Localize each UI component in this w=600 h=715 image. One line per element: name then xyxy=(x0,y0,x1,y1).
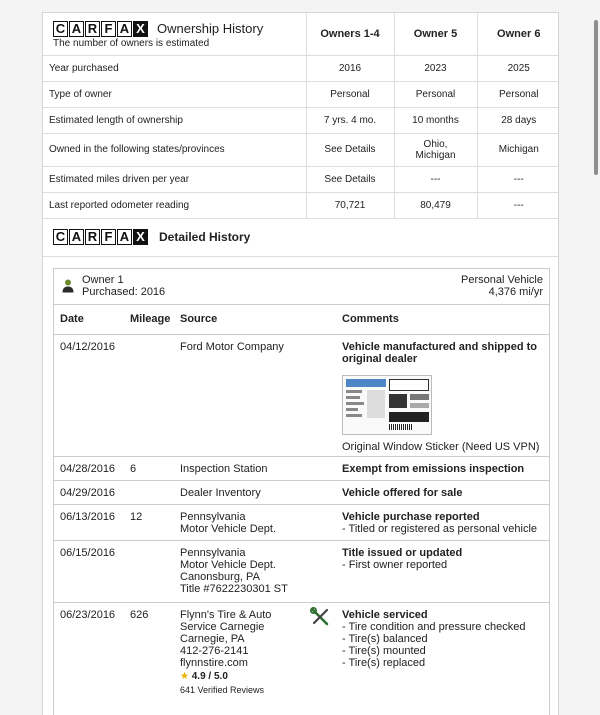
star-icon: ★ xyxy=(180,671,189,682)
see-details-link[interactable]: See Details xyxy=(306,166,394,192)
window-sticker-thumbnail[interactable] xyxy=(342,375,432,435)
history-row: 06/13/2016 12 Pennsylvania Motor Vehicle Dept. Vehicle purchase reported - Titled or registered as personal vehicle xyxy=(54,505,549,541)
row-odometer: Last reported odometer reading 70,721 80,479 --- xyxy=(43,192,559,218)
column-owner-6: Owner 6 xyxy=(477,13,559,55)
owner-purchased: Purchased: 2016 xyxy=(82,286,166,298)
row-owned-states: Owned in the following states/provinces See Details Ohio, Michigan Michigan xyxy=(43,133,559,166)
see-details-link[interactable]: See Details xyxy=(306,133,394,166)
person-icon xyxy=(62,279,74,293)
history-row: 04/28/2016 6 Inspection Station Exempt from emissions inspection xyxy=(54,457,549,481)
row-year-purchased: Year purchased 2016 2023 2025 xyxy=(43,55,559,81)
history-row: 04/12/2016 Ford Motor Company Vehicle manufactured and shipped to original dealer Original Window Sticker (Need US VPN) xyxy=(54,335,549,457)
row-length-of-ownership: Estimated length of ownership 7 yrs. 4 mo. 10 months 28 days xyxy=(43,107,559,133)
history-table-header: Date Mileage Source Comments xyxy=(54,305,549,335)
vehicle-type: Personal Vehicle xyxy=(461,274,543,286)
owner-name: Owner 1 xyxy=(82,274,124,286)
owner-1-section xyxy=(53,268,550,715)
dealer-website-link[interactable]: flynnstire.com xyxy=(180,657,248,669)
ownership-table xyxy=(43,13,559,219)
history-row: 04/29/2016 Dealer Inventory Vehicle offered for sale xyxy=(54,481,549,505)
scrollbar[interactable] xyxy=(594,20,598,175)
dealer-rating: ★ 4.9 / 5.0 xyxy=(180,671,228,682)
row-type-of-owner: Type of owner Personal Personal Personal xyxy=(43,81,559,107)
verified-reviews: 641 Verified Reviews xyxy=(180,685,265,695)
carfax-logo: C A R F A X xyxy=(53,229,149,245)
wrench-screwdriver-icon xyxy=(310,607,330,627)
ownership-title: Ownership History xyxy=(157,21,264,37)
carfax-report xyxy=(42,12,559,715)
miles-per-year: 4,376 mi/yr xyxy=(488,286,543,298)
owner-header xyxy=(54,269,549,305)
column-owners-1-4: Owners 1-4 xyxy=(306,13,394,55)
column-owner-5: Owner 5 xyxy=(394,13,477,55)
ownership-header xyxy=(43,13,306,55)
carfax-logo: C A R F A X xyxy=(53,21,149,37)
detailed-history-header xyxy=(43,219,558,257)
history-row: 06/15/2016 Pennsylvania Motor Vehicle Dept. Canonsburg, PA Title #7622230301 ST Title issued or updated - First owner reported xyxy=(54,541,549,603)
ownership-subtitle: The number of owners is estimated xyxy=(53,37,210,49)
detailed-history-title: Detailed History xyxy=(159,230,251,244)
window-sticker-link[interactable]: Original Window Sticker (Need US VPN) xyxy=(342,441,540,453)
row-miles-per-year: Estimated miles driven per year See Details --- --- xyxy=(43,166,559,192)
history-row: 06/23/2016 626 Flynn's Tire & Auto Service Carnegie Carnegie, PA 412-276-2141 flynnstire.com ★ 4.9 / 5.0 641 Verified Reviews Vehicle serviced - Tire condition and pressure checked - Tire(s) balanced - Tire(s) mounted - Tire(s) replaced xyxy=(60,609,526,695)
